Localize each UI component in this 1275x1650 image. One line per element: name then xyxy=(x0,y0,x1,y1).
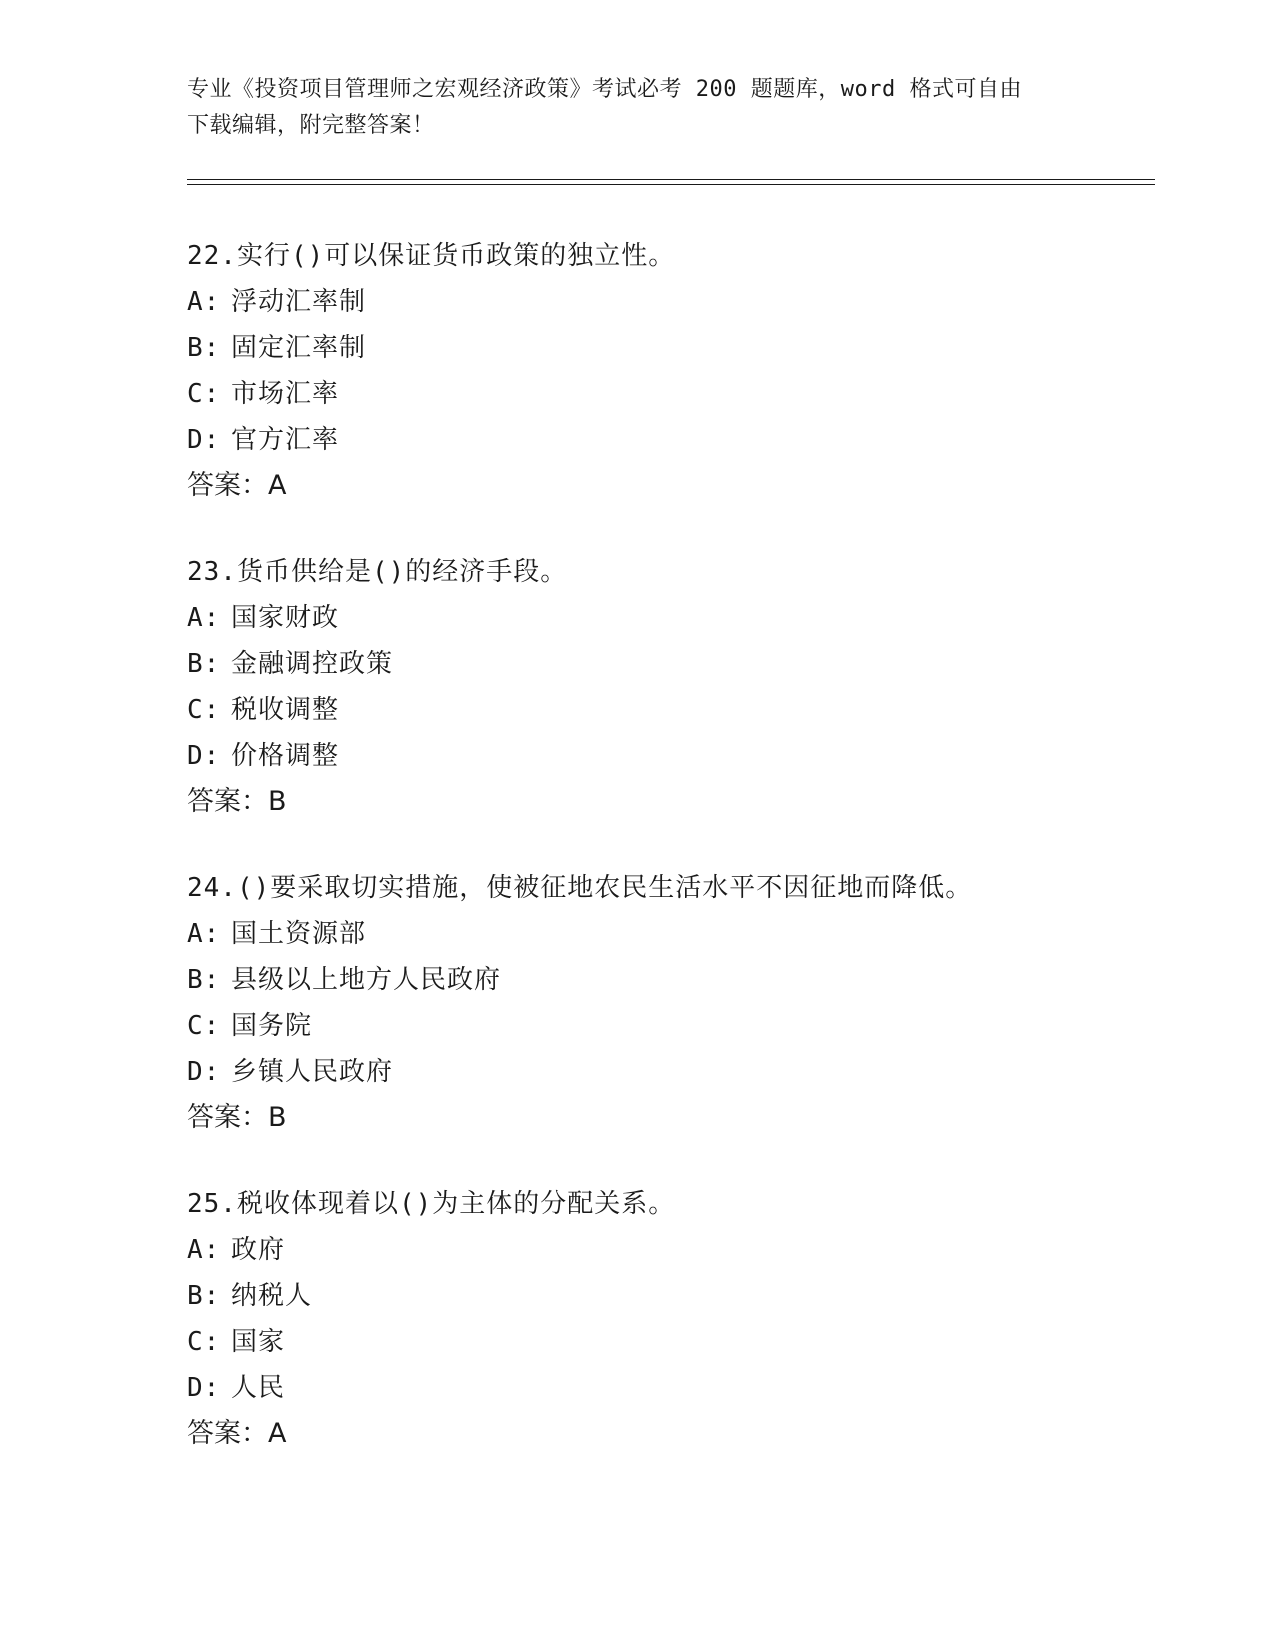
option-text: 价格调整 xyxy=(231,741,340,771)
option-a xyxy=(187,595,1147,641)
question-list xyxy=(187,233,1147,1497)
option-d xyxy=(187,1365,1147,1411)
option-c xyxy=(187,371,1147,417)
option-d xyxy=(187,733,1147,779)
answer-label: 答案：A xyxy=(187,470,287,501)
option-text: 税收调整 xyxy=(231,695,340,725)
header-divider-top xyxy=(187,179,1155,180)
option-key: B: xyxy=(187,649,221,679)
question-item xyxy=(187,1181,1147,1457)
option-text: 纳税人 xyxy=(231,1281,313,1311)
option-text: 官方汇率 xyxy=(231,425,340,455)
option-key: A: xyxy=(187,287,221,317)
option-text: 政府 xyxy=(231,1235,286,1265)
option-text: 市场汇率 xyxy=(231,379,340,409)
option-text: 浮动汇率制 xyxy=(231,287,367,317)
option-a xyxy=(187,1227,1147,1273)
option-key: C: xyxy=(187,1011,221,1041)
option-key: D: xyxy=(187,741,221,771)
option-text: 国家 xyxy=(231,1327,286,1357)
option-key: B: xyxy=(187,965,221,995)
option-key: C: xyxy=(187,695,221,725)
answer-label: 答案：B xyxy=(187,1102,287,1133)
option-d xyxy=(187,417,1147,463)
option-text: 乡镇人民政府 xyxy=(231,1057,394,1087)
option-key: C: xyxy=(187,379,221,409)
option-key: D: xyxy=(187,1057,221,1087)
question-stem: 25.税收体现着以()为主体的分配关系。 xyxy=(187,1189,676,1219)
header-line-1: 专业《投资项目管理师之宏观经济政策》考试必考 200 题题库，word 格式可自由 xyxy=(187,77,1022,102)
question-stem: 24.()要采取切实措施，使被征地农民生活水平不因征地而降低。 xyxy=(187,873,973,903)
question-stem: 23.货币供给是()的经济手段。 xyxy=(187,557,568,587)
answer-label: 答案：B xyxy=(187,786,287,817)
option-key: B: xyxy=(187,333,221,363)
option-text: 国务院 xyxy=(231,1011,313,1041)
option-c xyxy=(187,1319,1147,1365)
option-text: 固定汇率制 xyxy=(231,333,367,363)
option-b xyxy=(187,325,1147,371)
option-a xyxy=(187,911,1147,957)
option-text: 县级以上地方人民政府 xyxy=(231,965,502,995)
option-key: D: xyxy=(187,425,221,455)
header-line-2: 下载编辑，附完整答案！ xyxy=(187,113,435,138)
option-c xyxy=(187,687,1147,733)
option-key: A: xyxy=(187,1235,221,1265)
option-text: 国土资源部 xyxy=(231,919,367,949)
option-key: A: xyxy=(187,919,221,949)
option-text: 人民 xyxy=(231,1373,286,1403)
option-b xyxy=(187,957,1147,1003)
option-key: D: xyxy=(187,1373,221,1403)
option-b xyxy=(187,641,1147,687)
option-c xyxy=(187,1003,1147,1049)
question-item xyxy=(187,865,1147,1141)
option-key: B: xyxy=(187,1281,221,1311)
option-key: C: xyxy=(187,1327,221,1357)
question-item xyxy=(187,233,1147,509)
question-item xyxy=(187,549,1147,825)
option-a xyxy=(187,279,1147,325)
option-b xyxy=(187,1273,1147,1319)
answer-label: 答案：A xyxy=(187,1418,287,1449)
document-header xyxy=(187,72,1087,144)
option-text: 国家财政 xyxy=(231,603,340,633)
option-key: A: xyxy=(187,603,221,633)
option-text: 金融调控政策 xyxy=(231,649,394,679)
option-d xyxy=(187,1049,1147,1095)
question-stem: 22.实行()可以保证货币政策的独立性。 xyxy=(187,241,676,271)
header-divider-bottom xyxy=(187,184,1155,185)
